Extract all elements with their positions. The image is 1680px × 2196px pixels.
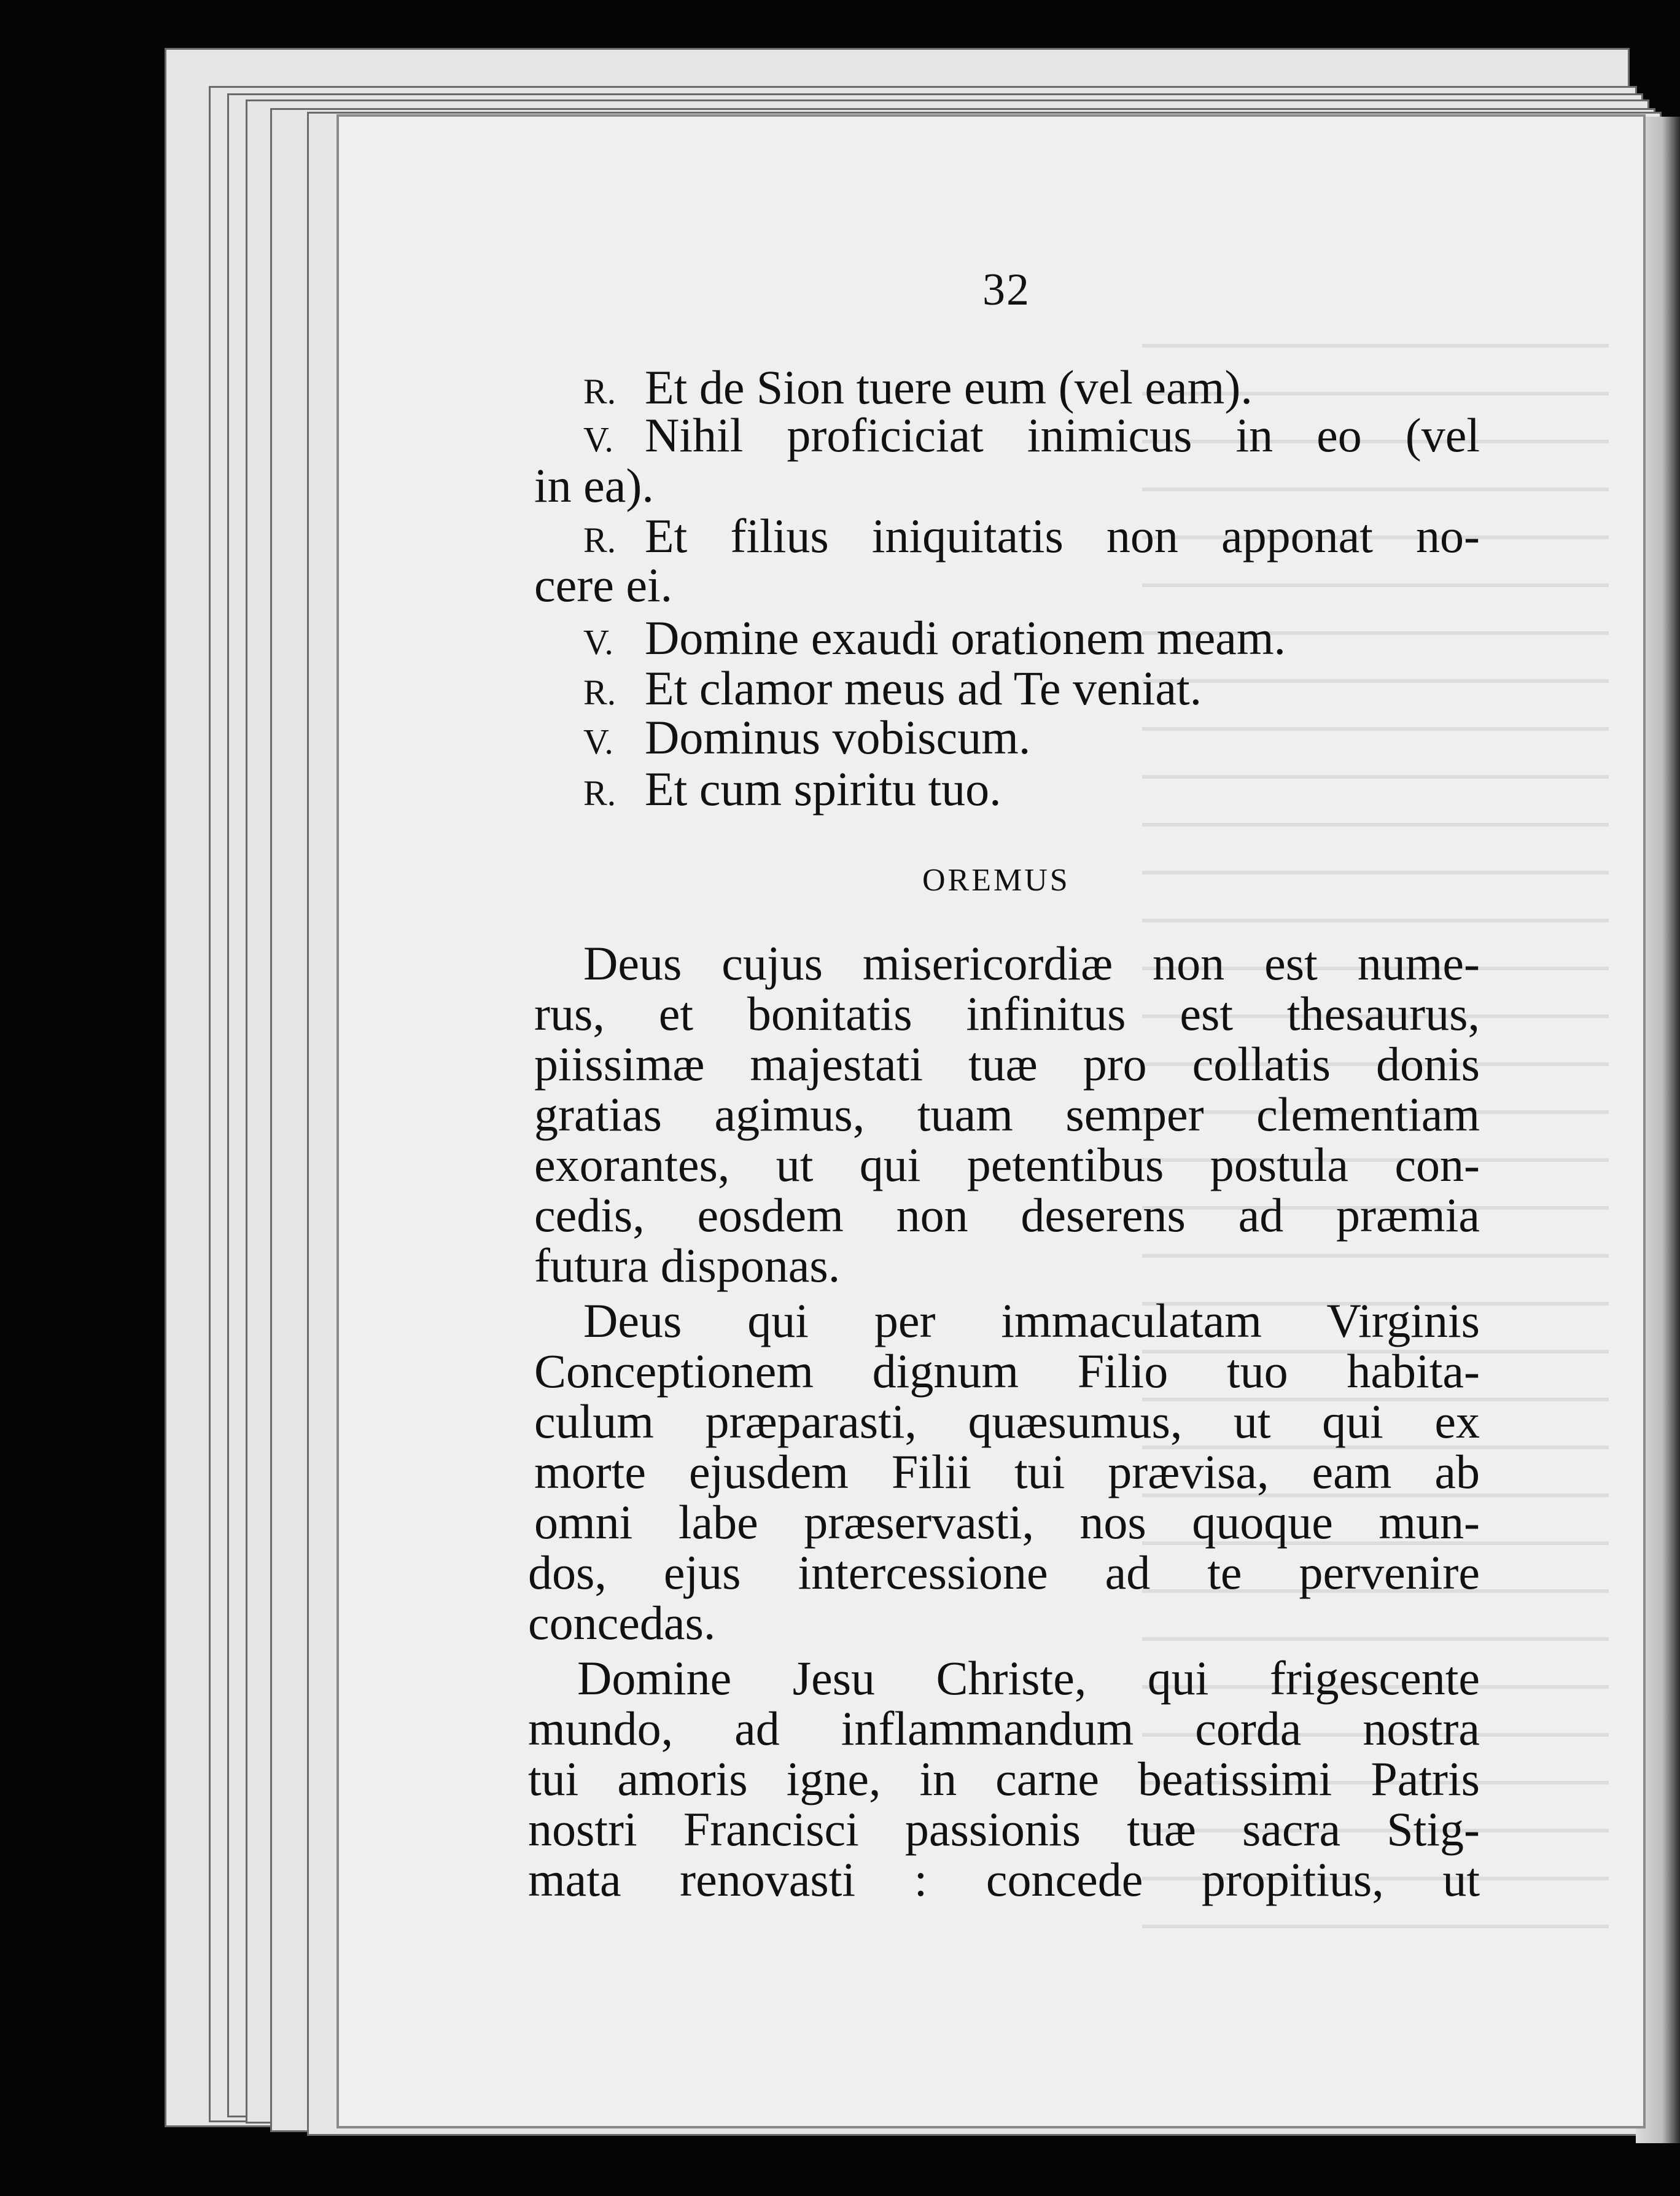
versicle-text: Et cum spiritu tuo. xyxy=(645,762,1001,816)
versicle-mark: V. xyxy=(583,622,613,662)
versicle-line xyxy=(583,762,1197,817)
prayer-line: omni labe præservasti, nos quoque mun- xyxy=(534,1495,1480,1549)
prayer-line: cedis, eosdem non deserens ad præmia xyxy=(534,1188,1480,1242)
prayer-line: piissimæ majestati tuæ pro collatis donis xyxy=(534,1037,1480,1091)
prayer-line: dos, ejus intercessione ad te pervenire xyxy=(528,1546,1480,1599)
prayer-line: mata renovasti : concede propitius, ut xyxy=(528,1853,1480,1906)
response-mark: R. xyxy=(583,520,616,560)
versicle-text: Et de Sion tuere eum (vel eam). xyxy=(645,360,1253,414)
versicle-line xyxy=(583,711,1197,766)
prayer-line: gratias agimus, tuam semper clementiam xyxy=(534,1088,1480,1141)
prayer-line: concedas. xyxy=(528,1596,716,1649)
versicle-line xyxy=(534,459,780,512)
prayer-line: morte ejusdem Filii tui prævisa, eam ab xyxy=(534,1445,1480,1498)
response-mark: R. xyxy=(583,773,616,813)
versicle-text: Nihil proficiciat inimicus in eo (vel xyxy=(645,408,1480,462)
prayer-line: tui amoris igne, in carne beatissimi Patris xyxy=(528,1752,1480,1805)
versicle-line xyxy=(583,661,1382,717)
prayer-line: culum præparasti, quæsumus, ut qui ex xyxy=(534,1395,1480,1448)
response-mark: R. xyxy=(583,372,616,411)
versicle-line xyxy=(583,509,1480,564)
prayer-line: nostri Francisci passionis tuæ sacra Stig- xyxy=(528,1802,1480,1856)
versicle-text: Domine exaudi orationem meam. xyxy=(645,611,1286,664)
versicle-mark: V. xyxy=(583,722,613,761)
prayer-line: rus, et bonitatis infinitus est thesaurus, xyxy=(534,987,1480,1040)
prayer-line: futura disponas. xyxy=(534,1239,841,1292)
versicle-line xyxy=(583,611,1443,666)
versicle-mark: V. xyxy=(583,419,613,459)
prayer-line: Deus qui per immaculatam Virginis xyxy=(583,1294,1480,1347)
versicle-text: Et filius iniquitatis non apponat no- xyxy=(645,509,1480,563)
prayer-line: Domine Jesu Christe, qui frigescente xyxy=(577,1651,1480,1705)
response-mark: R. xyxy=(583,672,616,712)
prayer-line: exorantes, ut qui petentibus postula con- xyxy=(534,1138,1480,1191)
prayer-line: Conceptionem dignum Filio tuo habita- xyxy=(534,1344,1480,1398)
page-number: 32 xyxy=(982,265,1030,315)
versicle-text: in ea). xyxy=(534,459,654,512)
versicle-text: Et clamor meus ad Te veniat. xyxy=(645,661,1202,715)
versicle-text: Dominus vobiscum. xyxy=(645,711,1031,764)
prayer-line: mundo, ad inflammandum corda nostra xyxy=(528,1702,1480,1755)
versicle-line xyxy=(534,558,780,612)
prayer-line: Deus cujus misericordiæ non est nume- xyxy=(583,936,1480,990)
versicle-line xyxy=(583,408,1480,464)
versicle-text: cere ei. xyxy=(534,558,673,612)
section-heading: OREMUS xyxy=(922,863,1070,898)
